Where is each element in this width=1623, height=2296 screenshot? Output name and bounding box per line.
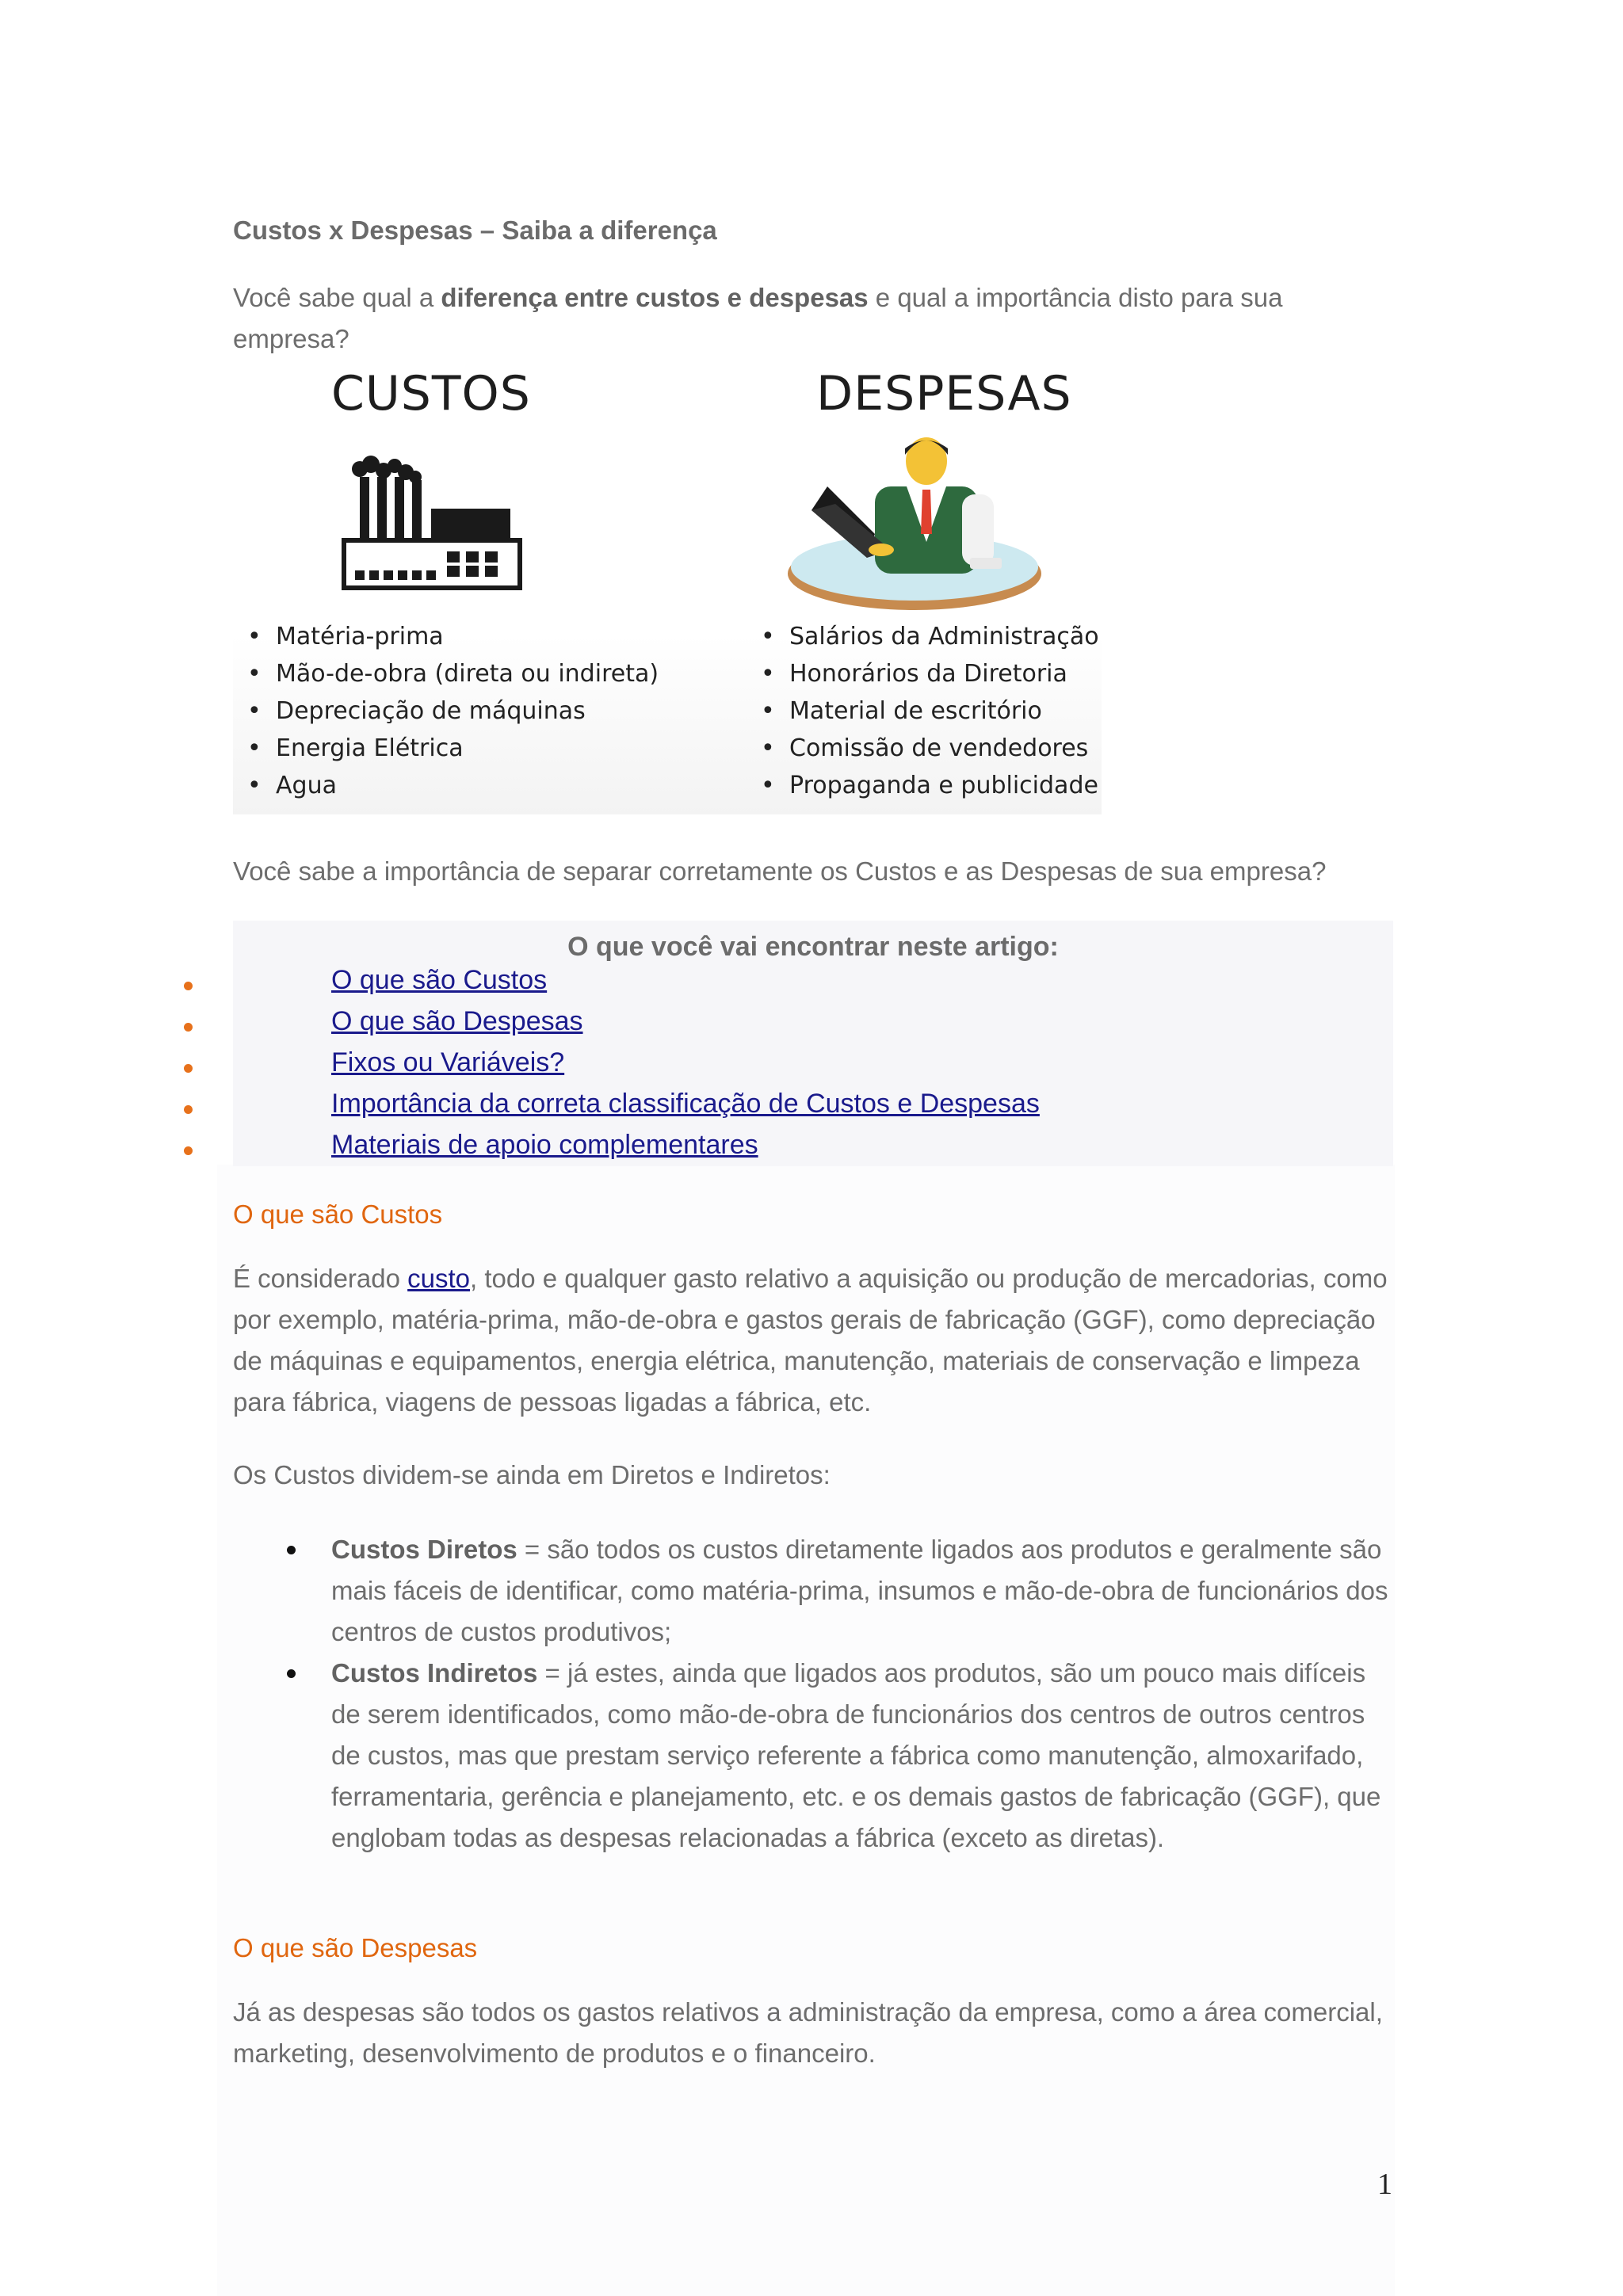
document-title: Custos x Despesas – Saiba a diferença — [233, 215, 717, 245]
toc-link-despesas[interactable]: O que são Despesas — [331, 1006, 583, 1036]
toc-link-materiais[interactable]: Materiais de apoio complementares — [331, 1130, 758, 1160]
custos-item: • Agua — [247, 767, 659, 804]
question-paragraph: Você sabe a importância de separar corretamente os Custos e as Despesas de sua empresa? — [233, 856, 1327, 886]
toc-link-custos[interactable]: O que são Custos — [331, 965, 548, 995]
page-number: 1 — [1377, 2168, 1392, 2201]
custos-division-paragraph: Os Custos dividem-se ainda em Diretos e Indiretos: — [233, 1460, 831, 1489]
toc-link-importancia[interactable]: Importância da correta classificação de Custos e Despesas — [331, 1089, 1040, 1119]
intro-paragraph — [233, 277, 1390, 360]
despesas-item: • Propaganda e publicidade — [761, 767, 1099, 804]
custos-diretos-text: = são todos os custos diretamente ligados aos produtos e geralmente são mais fáceis de identificar, como matéria-prima, insumos e mão-de-obra de funcionários dos centros de custos produtivos; — [331, 1535, 1388, 1646]
toc-title: O que você vai encontrar neste artigo: — [567, 932, 1059, 962]
bullet-icon — [287, 1546, 296, 1554]
despesas-items-list — [761, 618, 1099, 804]
despesas-item: • Comissão de vendedores — [761, 730, 1099, 767]
despesas-item: • Salários da Administração — [761, 618, 1099, 655]
custos-paragraph — [233, 1258, 1390, 1423]
toc-link-fixos-variaveis[interactable]: Fixos ou Variáveis? — [331, 1047, 565, 1077]
custos-item: • Mão-de-obra (direta ou indireta) — [247, 655, 659, 692]
custos-diretos-term: Custos Diretos — [331, 1535, 517, 1564]
factory-icon — [336, 453, 526, 596]
office-worker-icon — [780, 431, 1049, 613]
intro-bold-text: diferença entre custos e despesas — [441, 283, 869, 312]
custos-indiretos-text: = já estes, ainda que ligados aos produtos, são um pouco mais difíceis de serem identificados, como mão-de-obra de funcionários dos centros de outros centros de custos, mas que prestam serviço referente a fábrica como manutenção, almoxarifado, ferramentaria, gerência e planejamento, etc. e os demais gastos de fabricação (GGF), que englobam todas as despesas relacionadas a fábrica (exceto as diretas). — [331, 1658, 1381, 1852]
list-item — [233, 1653, 1390, 1859]
custos-text-end: , todo e qualquer gasto relativo a aquisição ou produção de mercadorias, como por exemplo, matéria-prima, mão-de-obra e gastos gerais de fabricação (GGF), como depreciação de máquinas e equipamentos, energia elétrica, manutenção, materiais de conservação e limpeza para fábrica, viagens de pessoas ligadas a fábrica, etc. — [233, 1264, 1388, 1417]
list-item — [233, 1529, 1390, 1653]
custos-types-list — [233, 1529, 1390, 1859]
custos-text-start: É considerado — [233, 1264, 408, 1293]
intro-text-start: Você sabe qual a — [233, 283, 441, 312]
toc-bullet-icon — [184, 1105, 193, 1114]
toc-bullet-icon — [184, 1064, 193, 1073]
toc-bullet-icon — [184, 1023, 193, 1032]
despesas-item: • Honorários da Diretoria — [761, 655, 1099, 692]
despesas-item: • Material de escritório — [761, 692, 1099, 730]
toc-bullet-icon — [184, 982, 193, 990]
custos-figure-title: CUSTOS — [331, 366, 531, 421]
despesas-figure-title: DESPESAS — [816, 366, 1072, 421]
custos-item: • Depreciação de máquinas — [247, 692, 659, 730]
custo-link[interactable]: custo — [407, 1264, 471, 1293]
custos-item: • Matéria-prima — [247, 618, 659, 655]
custos-items-list — [247, 618, 659, 804]
despesas-paragraph: Já as despesas são todos os gastos relativos a administração da empresa, como a área comercial, marketing, desenvolvimento de produtos e o financeiro. — [233, 1997, 1383, 2068]
custos-item: • Energia Elétrica — [247, 730, 659, 767]
toc-bullet-icon — [184, 1146, 193, 1155]
custos-indiretos-term: Custos Indiretos — [331, 1658, 538, 1688]
bullet-icon — [287, 1669, 296, 1678]
custos-despesas-figure — [233, 366, 1102, 814]
intro-text-end: e qual a importância disto para sua empresa? — [233, 283, 1283, 353]
section-heading-custos: O que são Custos — [233, 1199, 443, 1229]
section-heading-despesas: O que são Despesas — [233, 1933, 478, 1962]
